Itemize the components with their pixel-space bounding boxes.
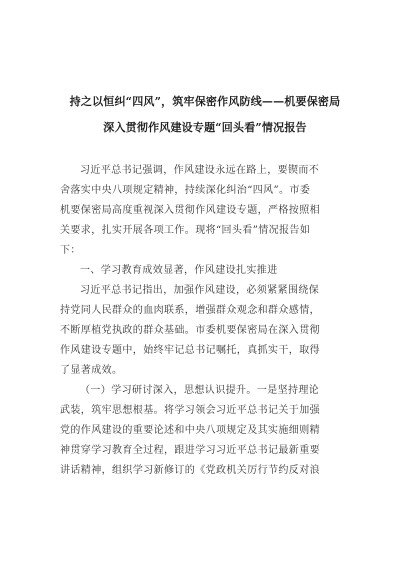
body-line: 作风建设专题中，始终牢记总书记嘱托，真抓实干，取得 [60,345,320,356]
body-line: 了显著成效。 [60,365,123,376]
body-line: 舍落实中央八项规定精神，持续深化纠治“四风”。市委 [60,185,311,196]
subsection-heading: （一）学习研讨深入，思想认识提升。一是坚持理论 [80,385,320,396]
body-line: 习近平总书记强调，作风建设永远在路上，要锲而不 [80,165,320,176]
body-line: 习近平总书记指出，加强作风建设，必须紧紧围绕保 [80,285,320,296]
body-line: 讲话精神，组织学习新修订的《党政机关厉行节约反对浪 [60,465,320,476]
body-line: 武装，筑牢思想根基。将学习领会习近平总书记关于加强 [60,405,320,416]
document-body [60,161,350,481]
body-line: 机要保密局高度重视深入贯彻作风建设专题，严格按照相 [60,205,320,216]
document-title-line-1: 持之以恒纠“四风”，筑牢保密作风防线——机要保密局 [69,95,341,108]
body-line: 不断厚植党执政的群众基础。市委机要保密局在深入贯彻 [60,325,320,336]
body-line: 下： [60,245,81,256]
section-heading: 一、学习教育成效显著，作风建设扎实推进 [80,265,278,276]
document-title-line-2: 深入贯彻作风建设专题“回头看”情况报告 [103,121,307,134]
body-line: 神贯穿学习教育全过程，跟进学习习近平总书记最新重要 [60,445,320,456]
body-line: 关要求，扎实开展各项工作。现将“回头看”情况报告如 [60,225,311,236]
body-line: 党的作风建设的重要论述和中央八项规定及其实施细则精 [60,425,320,436]
body-line: 持党同人民群众的血肉联系，增强群众观念和群众感情， [60,305,320,316]
